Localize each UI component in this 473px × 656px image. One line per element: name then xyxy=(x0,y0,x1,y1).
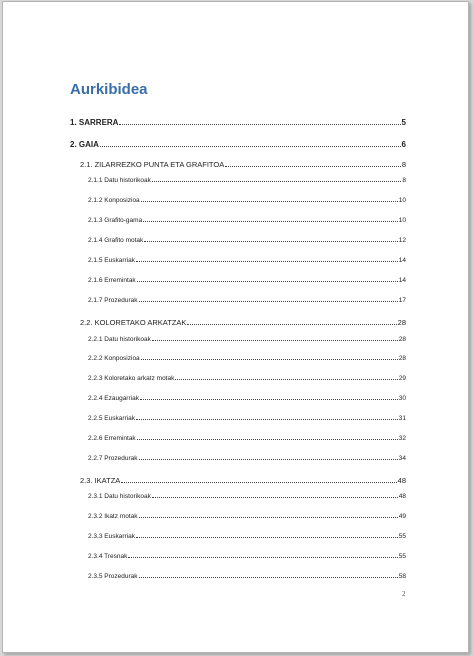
toc-dot-leader xyxy=(141,201,398,202)
toc-entry-label: 2.3.3 Euskarriak xyxy=(88,533,135,540)
toc-dot-leader xyxy=(128,557,397,558)
toc-entry-page: 58 xyxy=(398,573,406,580)
toc-entry-page: 12 xyxy=(398,237,406,244)
toc-entry[interactable] xyxy=(88,177,406,184)
toc-entry-label: 2.1.1 Datu historikoak xyxy=(88,177,151,184)
toc-dot-leader xyxy=(140,399,398,400)
toc-dot-leader xyxy=(187,324,396,325)
toc-entry-label: 2.1.2 Konposizioa xyxy=(88,197,140,204)
page-number: 2 xyxy=(402,590,406,598)
toc-entry[interactable] xyxy=(88,217,406,224)
toc-entry-page: 6 xyxy=(401,140,406,149)
toc-entry[interactable] xyxy=(88,573,406,580)
toc-entry[interactable] xyxy=(88,513,406,520)
toc-dot-leader xyxy=(152,340,398,341)
toc-dot-leader xyxy=(136,261,398,262)
toc-dot-leader xyxy=(139,459,398,460)
toc-entry[interactable] xyxy=(88,533,406,540)
toc-dot-leader xyxy=(225,166,401,167)
toc-entry-label: 2.3.1 Datu historikoak xyxy=(88,493,151,500)
toc-entry[interactable] xyxy=(88,375,406,382)
toc-entry-page: 30 xyxy=(398,395,406,402)
toc-entry[interactable] xyxy=(88,415,406,422)
toc-entry-label: 2.2.4 Ezaugarriak xyxy=(88,395,139,402)
toc-entry[interactable] xyxy=(88,277,406,284)
toc-entry-label: 2.1.4 Grafito motak xyxy=(88,237,144,244)
toc-dot-leader xyxy=(143,221,398,222)
toc-entry-page: 29 xyxy=(398,375,406,382)
toc-entry[interactable] xyxy=(88,297,406,304)
toc-entry-page: 8 xyxy=(402,177,406,184)
toc-entry-page: 48 xyxy=(398,493,406,500)
toc-entry[interactable] xyxy=(80,318,406,327)
toc-dot-leader xyxy=(121,482,396,483)
toc-entry[interactable] xyxy=(80,476,406,485)
toc-dot-leader xyxy=(152,497,398,498)
toc-entry-label: 2.1.7 Prozedurak xyxy=(88,297,138,304)
toc-dot-leader xyxy=(144,241,397,242)
toc-entry-label: 2.3.2 Ikatz motak xyxy=(88,513,138,520)
toc-dot-leader xyxy=(139,577,398,578)
toc-entry-page: 32 xyxy=(398,435,406,442)
toc-entry[interactable] xyxy=(88,553,406,560)
toc-entry-page: 5 xyxy=(401,118,406,127)
toc-entry-label: 2.1.3 Grafito-gama xyxy=(88,217,143,224)
toc-entry[interactable] xyxy=(88,395,406,402)
toc-dot-leader xyxy=(136,419,398,420)
toc-dot-leader xyxy=(137,439,398,440)
toc-entry[interactable] xyxy=(88,493,406,500)
document-page xyxy=(2,1,469,653)
toc-entry-page: 31 xyxy=(398,415,406,422)
toc-entry[interactable] xyxy=(70,118,406,127)
toc-dot-leader xyxy=(139,301,398,302)
toc-entry-label: 2.1.6 Erremintak xyxy=(88,277,136,284)
toc-entry-page: 28 xyxy=(398,336,406,343)
toc-entry-page: 8 xyxy=(401,160,406,169)
toc-title: Aurkibidea xyxy=(70,81,148,98)
toc-entry[interactable] xyxy=(88,355,406,362)
toc-entry-page: 17 xyxy=(398,297,406,304)
toc-entry-label: 2.3.4 Tresnak xyxy=(88,553,128,560)
toc-entry-label: 2.1. ZILARREZKO PUNTA ETA GRAFITOA xyxy=(80,160,225,169)
toc-entry-label: 2.1.5 Euskarriak xyxy=(88,257,135,264)
toc-entry-label: 2.2.1 Datu historikoak xyxy=(88,336,151,343)
toc-dot-leader xyxy=(137,281,398,282)
toc-dot-leader xyxy=(139,517,398,518)
toc-entry-page: 28 xyxy=(397,318,406,327)
toc-dot-leader xyxy=(175,379,397,380)
toc-entry-page: 34 xyxy=(398,455,406,462)
toc-entry-label: 2. GAIA xyxy=(70,140,99,149)
toc-dot-leader xyxy=(141,359,398,360)
toc-entry-page: 14 xyxy=(398,257,406,264)
toc-entry-label: 2.2. KOLORETAKO ARKATZAK xyxy=(80,318,187,327)
toc-entry-label: 2.2.5 Euskarriak xyxy=(88,415,135,422)
toc-entry[interactable] xyxy=(88,455,406,462)
toc-entry[interactable] xyxy=(88,435,406,442)
toc-entry-page: 28 xyxy=(398,355,406,362)
toc-entry-label: 2.3.5 Prozedurak xyxy=(88,573,138,580)
toc-entry[interactable] xyxy=(88,336,406,343)
toc-entry-page: 55 xyxy=(398,533,406,540)
toc-entry[interactable] xyxy=(88,257,406,264)
toc-dot-leader xyxy=(152,181,402,182)
toc-entry-label: 2.3. IKATZA xyxy=(80,476,121,485)
toc-entry-label: 2.2.6 Erremintak xyxy=(88,435,136,442)
toc-entry-label: 2.2.2 Konposizioa xyxy=(88,355,140,362)
toc-dot-leader xyxy=(119,124,400,125)
toc-entry-page: 14 xyxy=(398,277,406,284)
toc-entry-label: 2.2.7 Prozedurak xyxy=(88,455,138,462)
toc-entry-label: 2.2.3 Koloretako arkatz motak xyxy=(88,375,175,382)
toc-dot-leader xyxy=(136,537,398,538)
toc-dot-leader xyxy=(100,146,401,147)
toc-entry-page: 48 xyxy=(397,476,406,485)
toc-entry[interactable] xyxy=(80,160,406,169)
toc-entry[interactable] xyxy=(88,197,406,204)
toc-entry-page: 49 xyxy=(398,513,406,520)
table-of-contents xyxy=(3,2,468,652)
toc-entry-page: 10 xyxy=(398,197,406,204)
toc-entry-page: 10 xyxy=(398,217,406,224)
toc-entry-label: 1. SARRERA xyxy=(70,118,119,127)
toc-entry[interactable] xyxy=(70,140,406,149)
toc-entry[interactable] xyxy=(88,237,406,244)
toc-entry-page: 55 xyxy=(398,553,406,560)
